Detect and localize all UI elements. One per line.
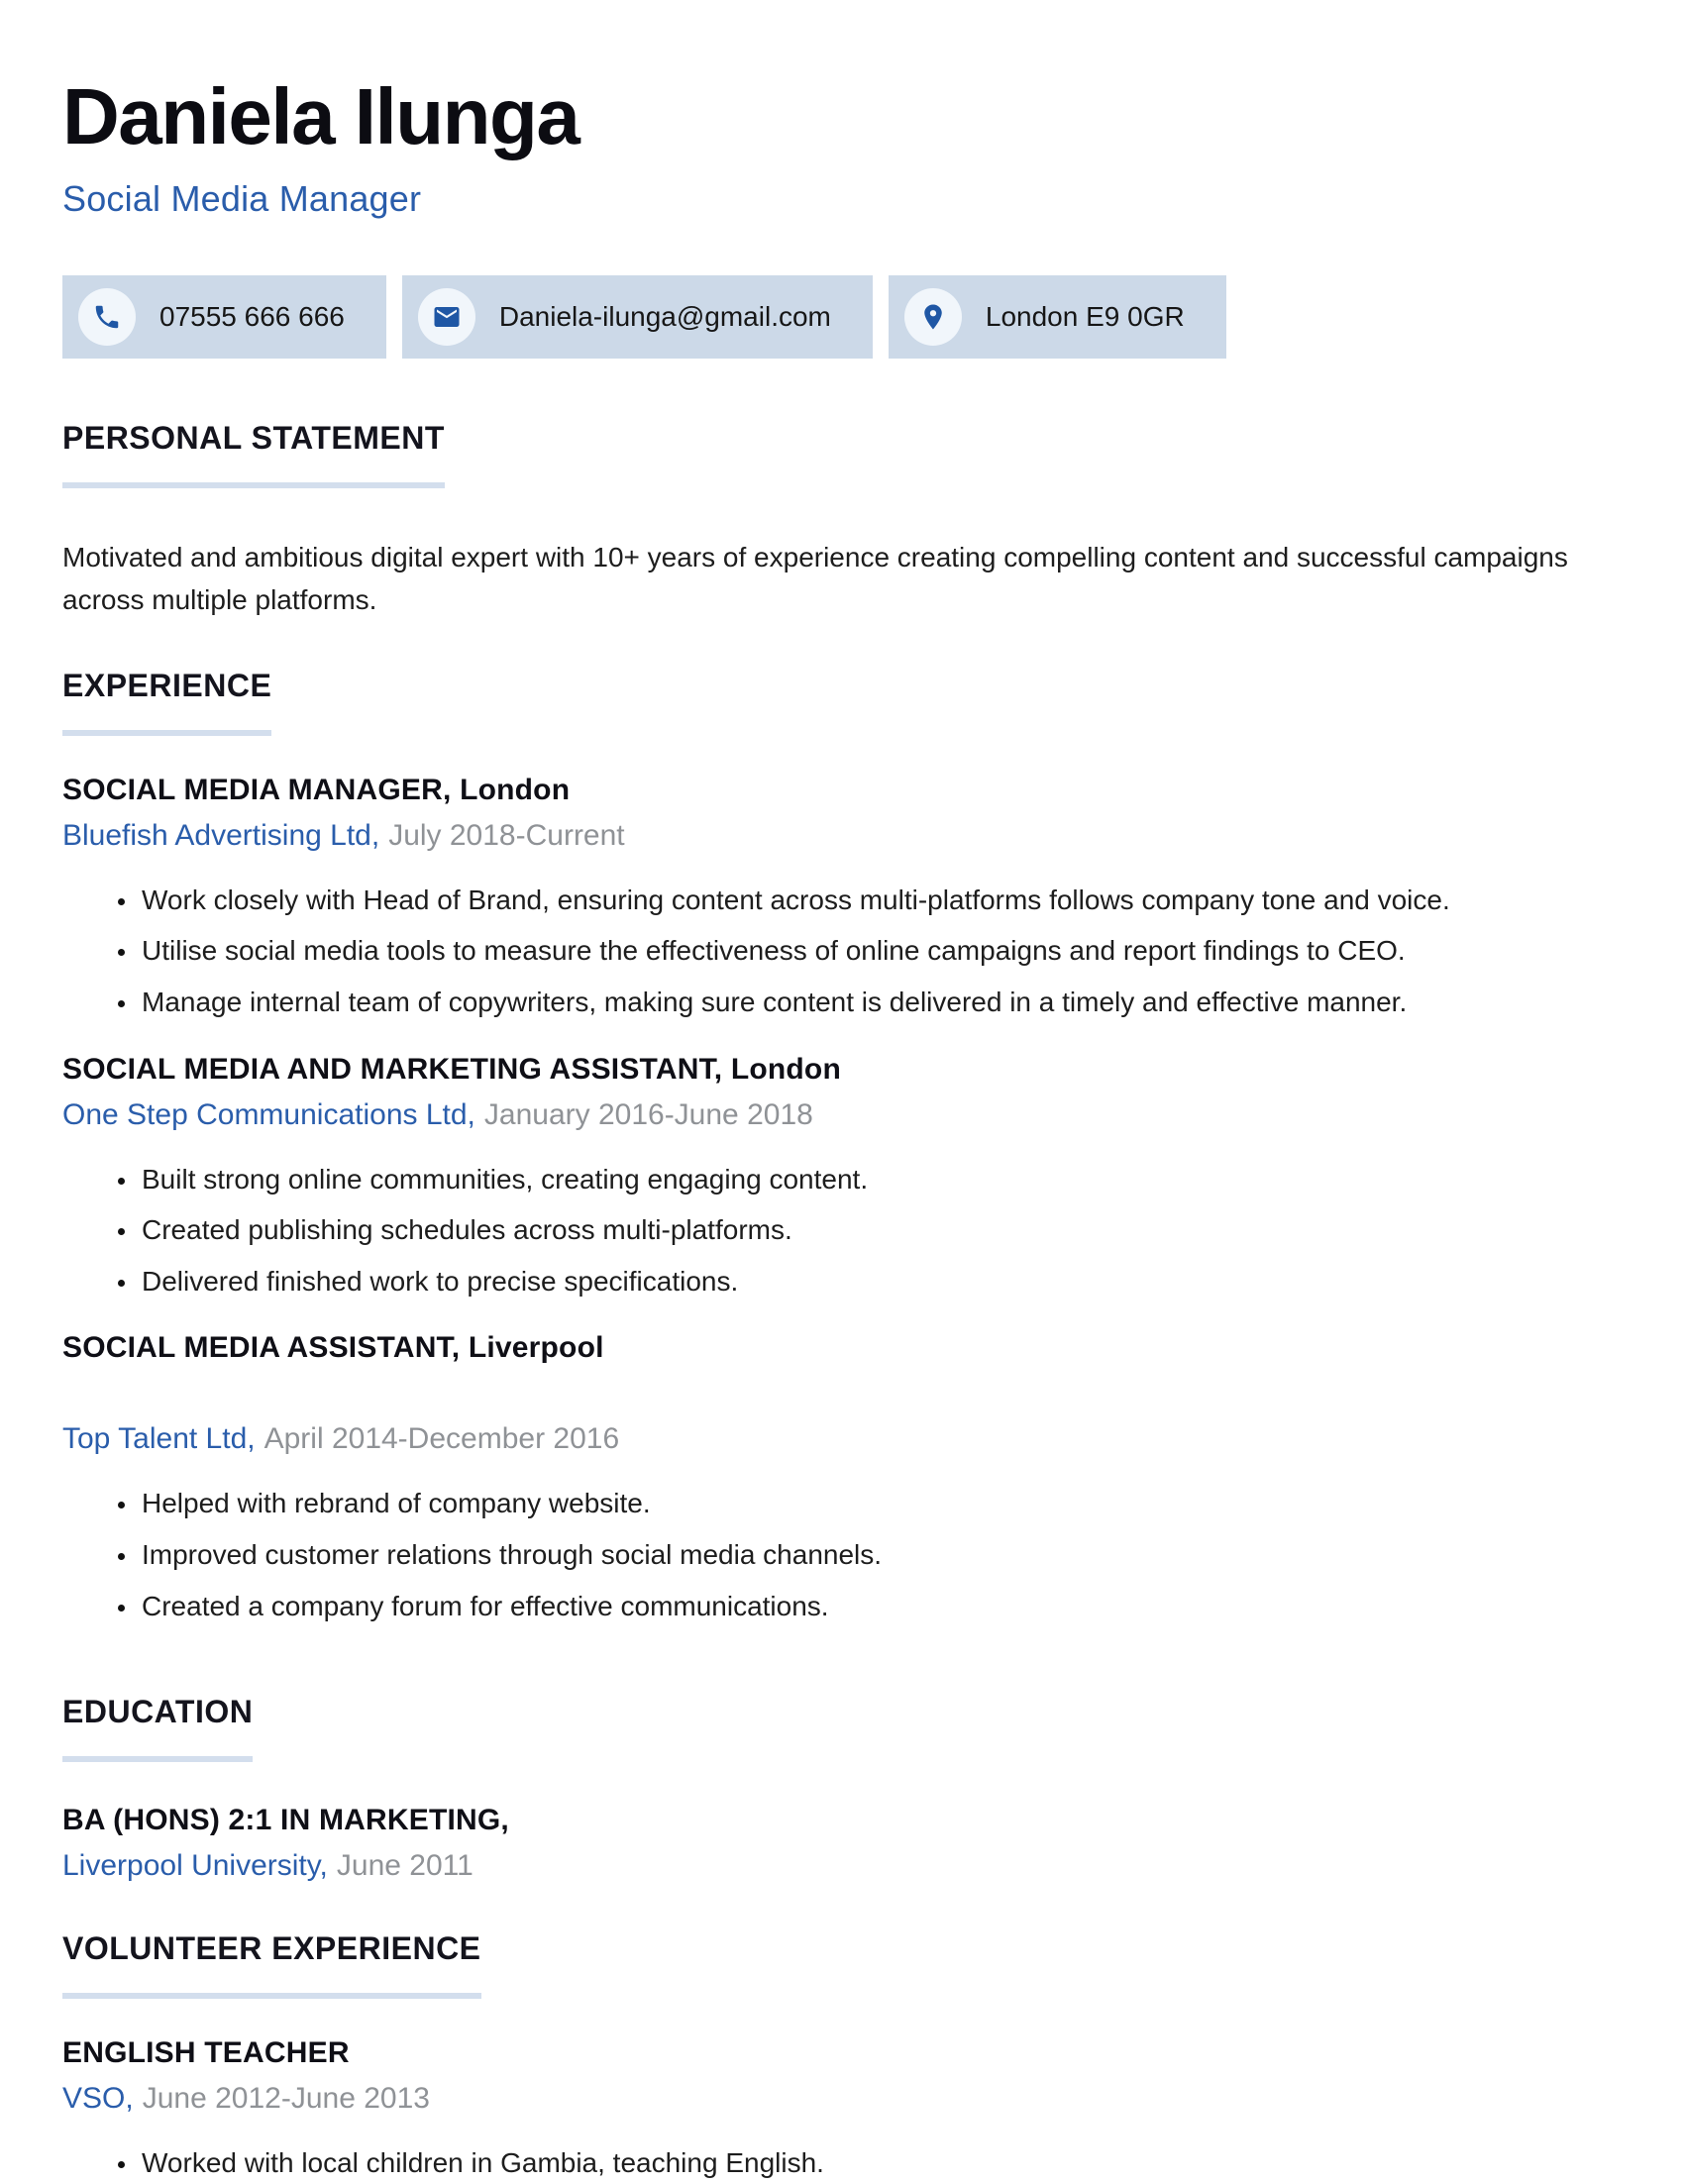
job-subline	[62, 819, 1626, 853]
volunteer-role: ENGLISH TEACHER	[62, 2036, 350, 2070]
job-bullet-list	[62, 1484, 1626, 1626]
volunteer-bullet-list	[62, 2143, 1626, 2184]
resume-page	[62, 72, 1626, 2184]
job-bullet: • Delivered finished work to precise specifications.	[139, 1262, 1626, 1302]
job-bullet: • Work closely with Head of Brand, ensuring content across multi-platforms follows company tone and voice.	[139, 881, 1626, 921]
education-dates: June 2011	[336, 1849, 474, 1883]
volunteer-dates: June 2012-June 2013	[142, 2082, 430, 2116]
location-icon	[904, 288, 962, 346]
degree-title: BA (HONS) 2:1 IN MARKETING,	[62, 1804, 509, 1837]
volunteer-subline	[62, 2082, 1626, 2116]
school-name: Liverpool University,	[62, 1849, 328, 1883]
job-company: Top Talent Ltd,	[62, 1422, 256, 1456]
job-subline	[62, 1098, 1626, 1132]
location-text: London E9 0GR	[985, 301, 1185, 332]
location-chip	[889, 275, 1226, 359]
job-bullet: • Created publishing schedules across multi-platforms.	[139, 1210, 1626, 1251]
job-dates: April 2014-December 2016	[263, 1422, 620, 1456]
section-education	[62, 1694, 1626, 1883]
experience-job	[62, 1331, 1626, 1626]
job-bullet: • Created a company forum for effective communications.	[139, 1587, 1626, 1627]
candidate-job-title: Social Media Manager	[62, 178, 422, 219]
education-entry	[62, 1804, 1626, 1883]
personal-statement-heading: PERSONAL STATEMENT	[62, 420, 445, 488]
job-dates: January 2016-June 2018	[483, 1097, 813, 1131]
phone-chip	[62, 275, 386, 359]
volunteer-heading: VOLUNTEER EXPERIENCE	[62, 1930, 481, 1999]
education-heading: EDUCATION	[62, 1694, 253, 1762]
job-subline	[62, 1422, 1626, 1456]
experience-job	[62, 1053, 1626, 1302]
experience-job	[62, 774, 1626, 1023]
job-company: Bluefish Advertising Ltd,	[62, 818, 380, 852]
job-bullet: • Helped with rebrand of company website.	[139, 1484, 1626, 1524]
job-bullet-list	[62, 1160, 1626, 1302]
section-experience	[62, 668, 1626, 1626]
personal-statement-body: Motivated and ambitious digital expert with 10+ years of experience creating compelling content and successful campaigns across multiple platforms.	[62, 542, 1568, 616]
job-bullet: • Utilise social media tools to measure the effectiveness of online campaigns and report findings to CEO.	[139, 931, 1626, 972]
job-bullet: • Improved customer relations through social media channels.	[139, 1535, 1626, 1576]
email-icon	[418, 288, 475, 346]
volunteer-bullet: • Worked with local children in Gambia, teaching English.	[139, 2143, 1626, 2184]
candidate-name: Daniela Ilunga	[62, 72, 579, 160]
phone-number: 07555 666 666	[159, 301, 345, 332]
phone-icon	[78, 288, 136, 346]
section-personal-statement	[62, 420, 1626, 622]
job-company: One Step Communications Ltd,	[62, 1097, 475, 1131]
job-title: SOCIAL MEDIA ASSISTANT, Liverpool	[62, 1331, 604, 1365]
email-address: Daniela-ilunga@gmail.com	[498, 301, 831, 332]
job-bullet: • Manage internal team of copywriters, making sure content is delivered in a timely and effective manner.	[139, 983, 1626, 1023]
job-dates: July 2018-Current	[388, 818, 625, 852]
experience-heading: EXPERIENCE	[62, 668, 271, 736]
job-title: SOCIAL MEDIA MANAGER, London	[62, 773, 571, 806]
section-volunteer-experience	[62, 1930, 1626, 2184]
job-bullet: • Built strong online communities, creating engaging content.	[139, 1160, 1626, 1200]
job-bullet-list	[62, 881, 1626, 1023]
contact-bar	[62, 275, 1626, 359]
job-title: SOCIAL MEDIA AND MARKETING ASSISTANT, London	[62, 1052, 841, 1086]
volunteer-entry	[62, 2036, 1626, 2184]
volunteer-organisation: VSO,	[62, 2082, 134, 2116]
email-chip	[402, 275, 873, 359]
education-subline	[62, 1849, 1626, 1883]
